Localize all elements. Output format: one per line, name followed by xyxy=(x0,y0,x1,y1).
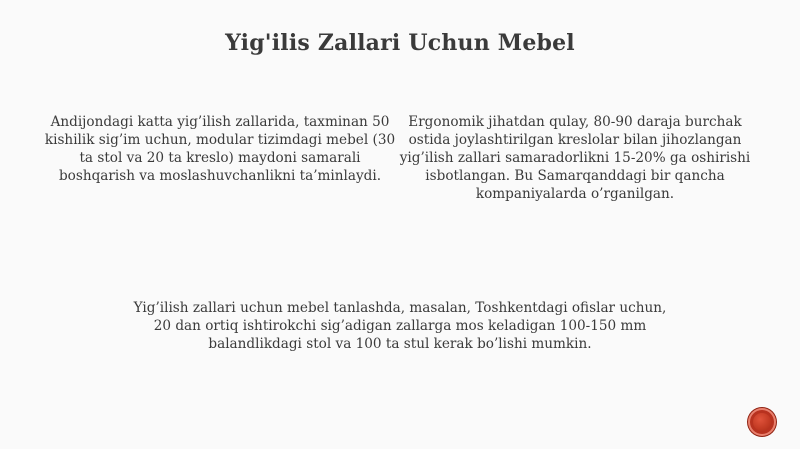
text-block-left: Andijondagi katta yig’ilish zallarida, taxminan 50 kishilik sig’im uchun, modular tizimdagi mebel (30 ta stol va 20 ta kreslo) maydoni samarali boshqarish va moslashuvchanlikni ta’minlaydi. xyxy=(44,114,396,184)
text-block-right: Ergonomik jihatdan qulay, 80-90 daraja burchak ostida joylashtirilgan kreslolar bilan jihozlangan yig’ilish zallari samaradorlikni 15-20% ga oshirishi isbotlangan. Bu Samarqanddagi bir qancha kompaniyalarda o’rganilgan. xyxy=(399,114,751,202)
text-block-bottom: Yig’ilish zallari uchun mebel tanlashda, masalan, Toshkentdagi ofislar uchun, 20 dan ortiq ishtirokchi sig’adigan zallarga mos keladigan 100-150 mm balandlikdagi stol va 100 ta stul kerak bo’lishi mumkin. xyxy=(133,300,667,352)
next-slide-button[interactable] xyxy=(748,408,776,436)
circle-button-icon xyxy=(753,413,771,431)
slide-title: Yig'ilis Zallari Uchun Mebel xyxy=(225,30,575,56)
